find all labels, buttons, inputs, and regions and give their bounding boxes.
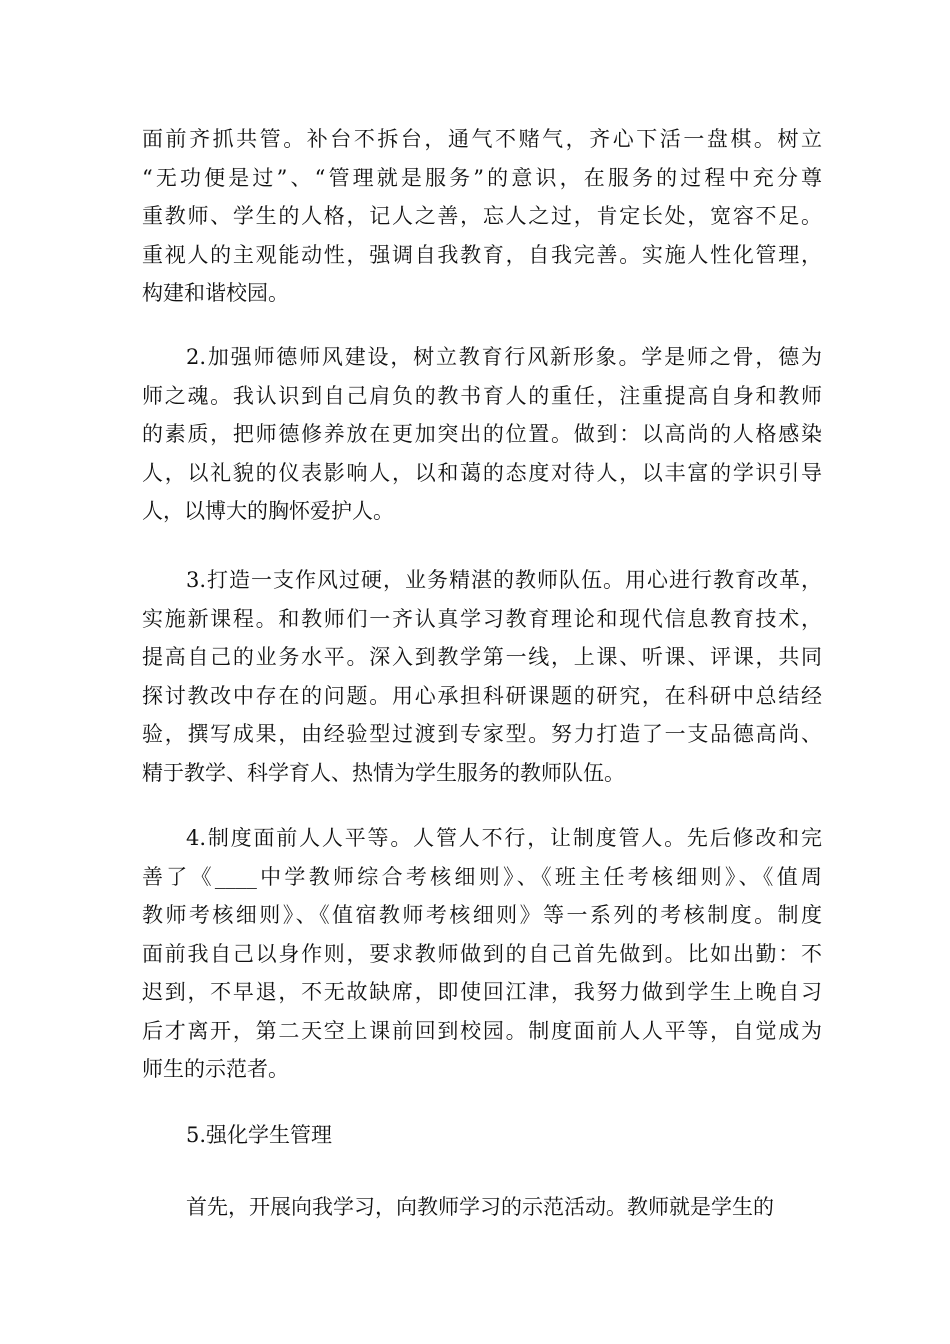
- text-line: 面前我自己以身作则，要求教师做到的自己首先做到。比如出勤：不: [142, 941, 822, 966]
- paragraph-rules-equality: [142, 819, 822, 1089]
- text-line: 教师考核细则》、《值宿教师考核细则》等一系列的考核制度。制度: [142, 903, 822, 927]
- text-line: 人，以博大的胸怀爱护人。: [142, 499, 394, 523]
- text-line: 首先，开展向我学习，向教师学习的示范活动。教师就是学生的: [186, 1195, 774, 1219]
- text-line: 精于教学、科学育人、热情为学生服务的教师队伍。: [142, 760, 625, 785]
- text-line: 4.制度面前人人平等。人管人不行，让制度管人。先后修改和完: [186, 826, 822, 850]
- text-line: 迟到，不早退，不无故缺席，即使回江津，我努力做到学生上晚自习: [142, 980, 822, 1004]
- paragraph-teacher-ethics: [142, 338, 822, 531]
- text-line: 2.加强师德师风建设，树立教育行风新形象。学是师之骨，德为: [186, 345, 822, 369]
- text-line: 验，撰写成果，由经验型过渡到专家型。努力打造了一支品德高尚、: [142, 722, 822, 746]
- text-line: 5.强化学生管理: [186, 1123, 333, 1147]
- text-line: “无功便是过”、“管理就是服务”的意识，在服务的过程中充分尊: [142, 165, 822, 190]
- paragraph-teacher-team: [142, 561, 822, 792]
- text-line: 重教师、学生的人格，记人之善，忘人之过，肯定长处，宽容不足。: [142, 204, 822, 228]
- text-line: 后才离开，第二天空上课前回到校园。制度面前人人平等，自觉成为: [142, 1018, 822, 1043]
- paragraph-role-model: [142, 1188, 822, 1227]
- text-line: 3.打造一支作风过硬，业务精湛的教师队伍。用心进行教育改革，: [186, 568, 822, 592]
- text-line: 重视人的主观能动性，强调自我教育，自我完善。实施人性化管理，: [142, 242, 822, 267]
- text-line: 面前齐抓共管。补台不拆台，通气不赌气，齐心下活一盘棋。树立: [142, 127, 822, 151]
- text-line: 构建和谐校园。: [142, 281, 289, 305]
- text-line: 善了《____中学教师综合考核细则》、《班主任考核细则》、《值周: [142, 864, 822, 889]
- text-line: 提高自己的业务水平。深入到教学第一线，上课、听课、评课，共同: [142, 645, 822, 669]
- text-line: 的素质，把师德修养放在更加突出的位置。做到：以高尚的人格感染: [142, 422, 822, 446]
- text-line: 师生的示范者。: [142, 1057, 289, 1081]
- paragraph-continuation: [142, 120, 822, 313]
- text-line: 人，以礼貌的仪表影响人，以和蔼的态度对待人，以丰富的学识引导: [142, 460, 822, 485]
- text-line: 实施新课程。和教师们一齐认真学习教育理论和现代信息教育技术，: [142, 606, 822, 631]
- text-line: 师之魂。我认识到自己肩负的教书育人的重任，注重提高自身和教师: [142, 383, 822, 408]
- heading-student-management: [142, 1116, 822, 1155]
- text-line: 探讨教改中存在的问题。用心承担科研课题的研究，在科研中总结经: [142, 683, 822, 708]
